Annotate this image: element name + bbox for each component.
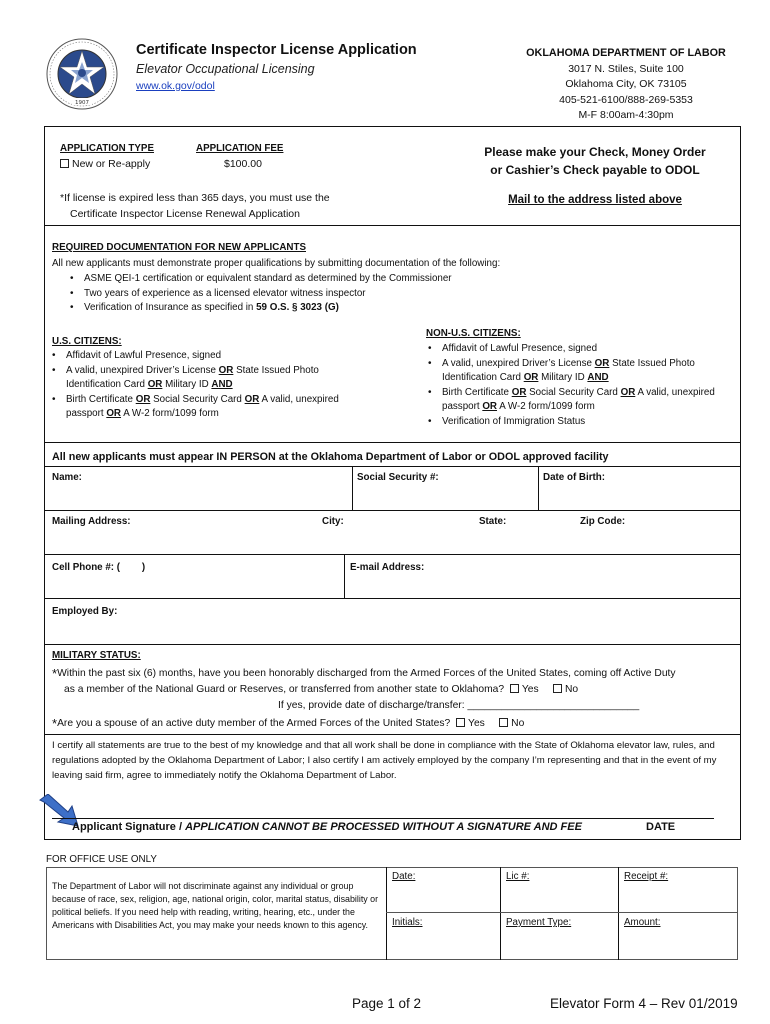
seal-year: 1907 (75, 100, 89, 106)
name-field[interactable]: Name: (52, 472, 82, 483)
list-item: • Verification of Insurance as specified in 59 O.S. § 3023 (G) (66, 301, 452, 316)
divider (538, 466, 539, 510)
list-item: • A valid, unexpired Driver’s License OR State Issued Photo Identification Card OR Military ID AND (48, 364, 378, 393)
divider (44, 598, 741, 599)
office-initials-field: Initials: (392, 917, 423, 928)
documentation-intro: All new applicants must demonstrate proper qualifications by submitting documentation of the following: (52, 258, 501, 269)
date-label: DATE (646, 821, 676, 833)
signature-warning: APPLICATION CANNOT BE PROCESSED WITHOUT A SIGNATURE AND FEE (185, 821, 582, 833)
divider (386, 867, 387, 960)
mailing-address-field[interactable]: Mailing Address: (52, 516, 131, 527)
signature-line[interactable] (52, 818, 714, 819)
divider (386, 912, 738, 913)
list-item: • Verification of Immigration Status (424, 415, 740, 430)
divider (44, 734, 741, 735)
yes-label: Yes (521, 684, 539, 695)
page-subtitle: Elevator Occupational Licensing (136, 62, 315, 76)
cell-phone-field[interactable]: Cell Phone #: ( ) (52, 562, 146, 573)
divider (44, 225, 741, 226)
no-label: No (511, 718, 525, 729)
military-q2-text: Are you a spouse of an active duty member of the Armed Forces of the United States? (57, 718, 451, 729)
date-of-birth-field[interactable]: Date of Birth: (543, 472, 606, 483)
list-item: • Two years of experience as a licensed elevator witness inspector (66, 287, 452, 302)
military-q2-yes-checkbox[interactable] (456, 718, 465, 727)
non-us-citizens-list (424, 342, 740, 430)
yes-label: Yes (468, 718, 485, 729)
new-or-reapply-checkbox[interactable] (60, 159, 69, 168)
no-label: No (564, 684, 579, 695)
application-type-label: APPLICATION TYPE (60, 143, 154, 154)
divider (344, 554, 345, 598)
agency-address-line2: Oklahoma City, OK 73105 (565, 78, 687, 91)
military-q1-line1: Within the past six (6) months, have you been honorably discharged from the Armed Forces of the United States, coming off Active Duty (57, 668, 676, 679)
city-field[interactable]: City: (322, 516, 344, 527)
office-receipt-field: Receipt #: (624, 871, 669, 882)
signature-label: Applicant Signature / APPLICATION CANNOT BE PROCESSED WITHOUT A SIGNATURE AND FEE (72, 821, 582, 833)
list-item: • A valid, unexpired Driver’s License OR State Issued Photo Identification Card OR Military ID AND (424, 357, 740, 386)
list-item: • Affidavit of Lawful Presence, signed (48, 349, 378, 364)
payment-line2: or Cashier’s Check payable to ODOL (490, 163, 700, 177)
employer-field[interactable]: Employed By: (52, 606, 118, 617)
application-fee-value: $100.00 (224, 158, 262, 170)
non-us-citizens-heading: NON-U.S. CITIZENS: (426, 328, 521, 339)
page-title: Certificate Inspector License Application (136, 42, 417, 58)
state-field[interactable]: State: (479, 516, 507, 527)
military-q2-no-checkbox[interactable] (499, 718, 508, 727)
divider (44, 442, 741, 443)
in-person-notice: All new applicants must appear IN PERSON at the Oklahoma Department of Labor or ODOL approved facility (52, 451, 609, 463)
zip-code-field[interactable]: Zip Code: (580, 516, 626, 527)
renewal-note-line1: *If license is expired less than 365 days, you must use the (60, 192, 330, 204)
website-link[interactable]: www.ok.gov/odol (136, 80, 215, 92)
ssn-field[interactable]: Social Security #: (357, 472, 439, 483)
page-number: Page 1 of 2 (352, 996, 422, 1011)
divider (500, 867, 501, 960)
military-status-heading: MILITARY STATUS: (52, 650, 141, 661)
list-item: • Birth Certificate OR Social Security Card OR A valid, unexpired passport OR A W-2 form/1099 form (424, 386, 740, 415)
insurance-statute: 59 O.S. § 3023 (G) (256, 302, 339, 314)
application-form-box (44, 126, 741, 840)
military-question-1: *Within the past six (6) months, have you been honorably discharged from the Armed Forces of the United States, coming off Active Duty as a member of the National Guard or Reserves, or transferred from another state to Oklahoma? Yes No If yes, provide date of discharge/transfer: ______________________________ (52, 666, 742, 714)
military-q1-no-checkbox[interactable] (553, 684, 562, 693)
application-fee-label: APPLICATION FEE (196, 143, 284, 154)
discharge-date-field[interactable]: If yes, provide date of discharge/transfer: ______________________________ (278, 700, 640, 711)
agency-address-line1: 3017 N. Stiles, Suite 100 (568, 62, 684, 75)
non-discrimination-notice: The Department of Labor will not discriminate against any individual or group because of race, sex, religion, age, national origin, color, marital status, disability or political beliefs. If you need help with reading, writing, hearing, etc., under the Americans with Disabilities Act, you may make your needs known to this agency. (52, 881, 379, 930)
documentation-list (66, 272, 452, 316)
divider (618, 867, 619, 960)
agency-name: OKLAHOMA DEPARTMENT OF LABOR (526, 47, 726, 59)
payment-line1: Please make your Check, Money Order (484, 145, 706, 159)
divider (44, 644, 741, 645)
agency-contact-block (500, 46, 752, 124)
us-citizens-heading: U.S. CITIZENS: (52, 336, 122, 347)
oklahoma-state-seal-icon (46, 38, 118, 110)
office-payment-type-field: Payment Type: (506, 917, 572, 928)
divider (352, 466, 353, 510)
renewal-note-line2: Certificate Inspector License Renewal Application (70, 208, 300, 220)
office-amount-field: Amount: (624, 917, 661, 928)
certification-statement: I certify all statements are true to the best of my knowledge and that all work shall be done in compliance with the State of Oklahoma elevator law, rules, and regulations adopted by the Oklahoma Department of Labor; I also certify I am actively employed by the company I’m representing and that in the event of my leaving said firm, agree to immediately notify the Oklahoma Department of Labor. (52, 740, 717, 781)
application-type-option[interactable] (60, 158, 150, 170)
military-q1-yes-checkbox[interactable] (510, 684, 519, 693)
form-revision: Elevator Form 4 – Rev 01/2019 (550, 996, 738, 1011)
mail-note: Mail to the address listed above (508, 194, 682, 206)
military-question-2: *Are you a spouse of an active duty member of the Armed Forces of the United States? Yes No (52, 716, 525, 731)
office-date-field: Date: (392, 871, 416, 882)
list-item: • Birth Certificate OR Social Security Card OR A valid, unexpired passport OR A W-2 form/1099 form (48, 393, 378, 422)
military-q1-line2: as a member of the National Guard or Reserves, or transferred from another state to Oklahoma? (64, 684, 505, 695)
divider (44, 510, 741, 511)
email-field[interactable]: E-mail Address: (350, 562, 425, 573)
renewal-note (60, 190, 330, 222)
agency-hours: M-F 8:00am-4:30pm (578, 109, 674, 122)
divider (44, 466, 741, 467)
office-lic-field: Lic #: (506, 871, 530, 882)
payment-instructions (440, 143, 750, 179)
new-or-reapply-label: New or Re-apply (72, 158, 151, 170)
list-item: • Affidavit of Lawful Presence, signed (424, 342, 740, 357)
list-item: • ASME QEI-1 certification or equivalent standard as determined by the Commissioner (66, 272, 452, 287)
divider (44, 554, 741, 555)
us-citizens-list (48, 349, 378, 422)
office-use-heading: FOR OFFICE USE ONLY (46, 854, 157, 865)
documentation-heading: REQUIRED DOCUMENTATION FOR NEW APPLICANTS (52, 242, 306, 253)
agency-phone: 405-521-6100/888-269-5353 (559, 93, 693, 106)
